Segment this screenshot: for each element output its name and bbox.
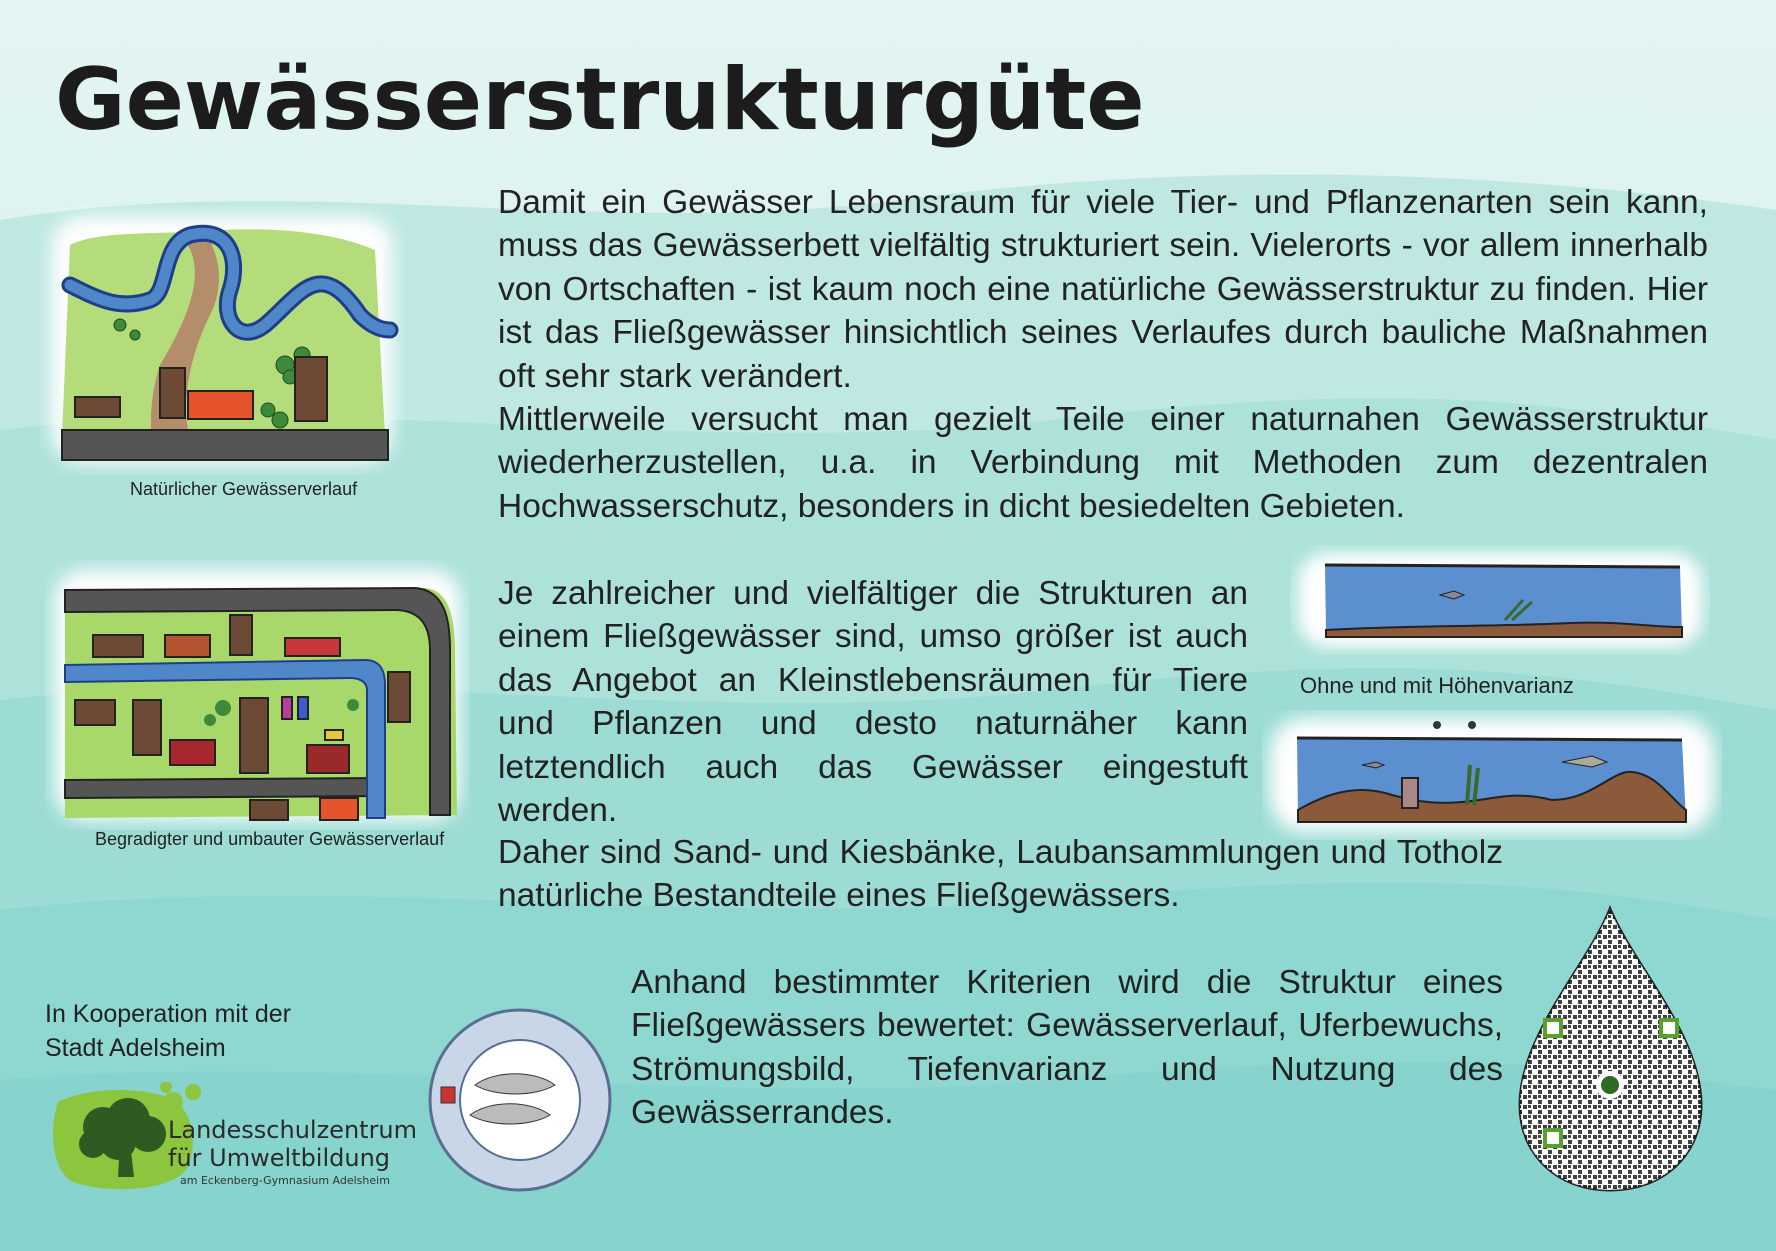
intro-paragraph-1: Damit ein Gewässer Lebensraum für viele Tier- und Pflanzenarten sein kann, muss das Gewässerbett vielfältig strukturiert sein. Vielerorts - vor allem innerhalb von Ortschaften - ist kaum noch eine natürliche Gewässerstruktur zu finden. Hier ist das Fließgewässer hinsichtlich seines Verlaufes durch bauliche Maßnahmen oft sehr stark verändert. [498, 184, 1708, 395]
page-title: Gewässerstrukturgüte [55, 50, 1145, 150]
cooperation-line-2: Stadt Adelsheim [45, 1034, 226, 1062]
straightened-course-illustration [45, 560, 470, 830]
caption-height-variance: Ohne und mit Höhenvarianz [1300, 673, 1574, 698]
final-paragraph: Anhand bestimmter Kriterien wird die Struktur eines Fließgewässers bewertet: Gewässerverlauf, Uferbewuchs, Strömungsbild, Tiefenvarianz und Nutzung des Gewässerrandes. [631, 964, 1503, 1132]
intro-paragraph-2: Mittlerweile versucht man gezielt Teile einer naturnahen Gewässerstruktur wiederherzustellen, u.a. in Verbindung mit Methoden zum dezentralen Hochwasserschutz, besonders in dicht besiedelten Gebieten. [498, 401, 1708, 525]
natural-course-illustration [40, 205, 405, 475]
lsz-logo-text [168, 1116, 417, 1172]
lsz-subline: am Eckenberg-Gymnasium Adelsheim [180, 1174, 390, 1187]
cooperation-text [45, 997, 291, 1065]
without-height-variance-illustration [1290, 545, 1710, 655]
club-seal-logo [425, 1005, 615, 1195]
middle-paragraph-1: Je zahlreicher und vielfältiger die Strukturen an einem Fließgewässer sind, umso größer ist auch das Angebot an Kleinstlebensräumen für Tiere und Pflanzen und desto naturnäher kann letztendlich auch das Gewässer eingestuft werden. [498, 575, 1248, 830]
qr-code-icon[interactable] [1513, 905, 1708, 1195]
middle-paragraph-2: Daher sind Sand- und Kiesbänke, Laubansammlungen und Totholz natürliche Bestandteile eines Fließgewässers. [498, 834, 1503, 915]
lsz-line-2: für Umweltbildung [168, 1144, 391, 1172]
caption-natural-course: Natürlicher Gewässerverlauf [130, 479, 358, 499]
caption-straightened-course: Begradigter und umbauter Gewässerverlauf [95, 829, 445, 849]
intro-text [498, 181, 1708, 528]
lsz-line-1: Landesschulzentrum [168, 1116, 418, 1144]
water-drop-icon [1513, 905, 1708, 1195]
cooperation-line-1: In Kooperation mit der [45, 1000, 291, 1028]
with-height-variance-illustration [1262, 710, 1722, 840]
